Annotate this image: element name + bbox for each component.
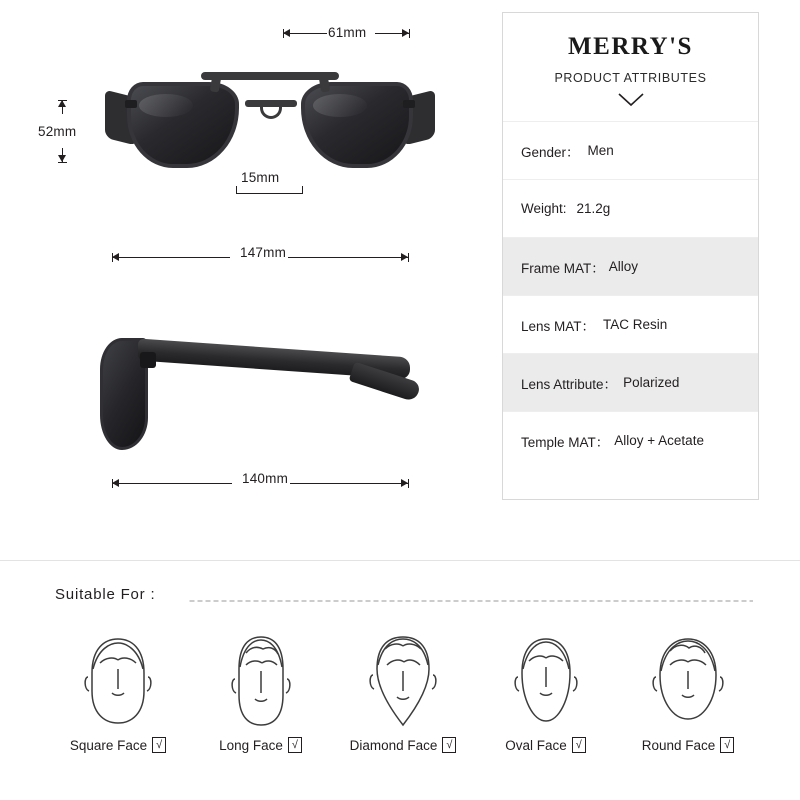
check-mark: √ — [152, 737, 166, 753]
hinge-left — [125, 100, 137, 108]
product-diagram-panel — [0, 0, 500, 560]
dim-cap — [112, 253, 113, 262]
attribute-value: Alloy — [608, 259, 639, 274]
hinge-right — [403, 100, 415, 108]
dotted-rule — [188, 600, 753, 602]
diamond-face-icon — [333, 625, 473, 733]
dim-label-lens-width: 61mm — [328, 25, 367, 40]
dim-cap — [283, 29, 284, 38]
dim-line-140mm-right — [290, 483, 408, 484]
face-label: Oval Face — [505, 737, 567, 753]
dim-cap — [408, 253, 409, 262]
long-face-icon — [191, 625, 331, 733]
dim-arrow-left — [112, 253, 119, 261]
square-face-icon — [48, 625, 188, 733]
dim-cap — [58, 162, 67, 163]
attribute-row-lens-attribute — [503, 353, 758, 411]
attribute-row-frame-mat — [503, 237, 758, 295]
attribute-row-gender — [503, 121, 758, 179]
dim-arrow-left — [112, 479, 119, 487]
dim-cap — [302, 186, 303, 194]
dim-arrow-down — [58, 155, 66, 162]
lens-right — [301, 82, 413, 168]
chevron-down-icon — [503, 91, 758, 115]
attribute-row-lens-mat — [503, 295, 758, 353]
face-item-round — [618, 625, 758, 785]
attribute-value: Alloy + Acetate — [614, 433, 704, 448]
face-caption-long — [191, 737, 331, 753]
dim-cap — [112, 479, 113, 488]
attribute-key: Lens Attribute： — [521, 376, 618, 392]
face-item-oval — [476, 625, 616, 785]
dim-line-15mm — [236, 193, 302, 194]
face-caption-diamond — [333, 737, 473, 753]
dim-line-147mm-right — [288, 257, 408, 258]
dim-arrow-right — [402, 29, 409, 37]
dim-cap — [408, 479, 409, 488]
lens-glare — [139, 94, 193, 117]
attribute-value: 21.2g — [576, 201, 611, 216]
dim-arrow-left — [283, 29, 290, 37]
face-shape-list — [48, 625, 758, 785]
dim-cap — [58, 100, 67, 101]
attribute-key: Weight: — [521, 201, 567, 216]
face-item-diamond — [333, 625, 473, 785]
lens-glare — [313, 94, 367, 117]
dim-line-140mm-left — [112, 483, 232, 484]
hinge-side — [140, 352, 156, 368]
brand-logo: MERRY'S — [568, 33, 693, 60]
lens-left — [127, 82, 239, 168]
face-caption-square — [48, 737, 188, 753]
dim-cap — [409, 29, 410, 38]
card-subtitle: PRODUCT ATTRIBUTES — [554, 71, 707, 85]
dim-label-total-width: 147mm — [240, 245, 287, 260]
dim-cap — [236, 186, 237, 194]
double-bridge-bar — [201, 72, 339, 80]
check-mark: √ — [720, 737, 734, 753]
attribute-value: Polarized — [623, 375, 680, 390]
face-label: Square Face — [69, 737, 148, 753]
face-label: Round Face — [641, 737, 716, 753]
dim-arrow-up — [58, 100, 66, 107]
attribute-row-temple-mat — [503, 411, 758, 469]
attribute-row-weight — [503, 179, 758, 237]
dim-label-temple-length: 140mm — [242, 471, 289, 486]
attribute-key: Temple MAT： — [521, 434, 610, 450]
oval-face-icon — [476, 625, 616, 733]
attribute-rows — [503, 121, 758, 469]
check-mark: √ — [288, 737, 302, 753]
dim-line-147mm-left — [112, 257, 230, 258]
attribute-value: Men — [587, 143, 614, 158]
section-divider — [0, 560, 800, 561]
face-item-square — [48, 625, 188, 785]
product-attributes-card — [502, 12, 759, 500]
attribute-key: Gender： — [521, 144, 580, 160]
dim-arrow-right — [401, 479, 408, 487]
face-item-long — [191, 625, 331, 785]
check-mark: √ — [442, 737, 456, 753]
attribute-value: TAC Resin — [603, 317, 668, 332]
dim-arrow-right — [401, 253, 408, 261]
suitable-for-title: Suitable For : — [55, 586, 156, 603]
attribute-key: Frame MAT： — [521, 260, 605, 276]
sunglasses-front-view — [105, 60, 435, 180]
round-face-icon — [618, 625, 758, 733]
check-mark: √ — [572, 737, 586, 753]
face-caption-oval — [476, 737, 616, 753]
dim-label-bridge-width: 15mm — [241, 170, 280, 185]
dim-label-lens-height: 52mm — [38, 124, 77, 139]
sunglasses-side-view — [100, 330, 430, 460]
nose-bridge — [260, 105, 282, 119]
face-caption-round — [618, 737, 758, 753]
face-label: Long Face — [219, 737, 283, 753]
attribute-key: Lens MAT： — [521, 318, 596, 334]
face-label: Diamond Face — [349, 737, 438, 753]
